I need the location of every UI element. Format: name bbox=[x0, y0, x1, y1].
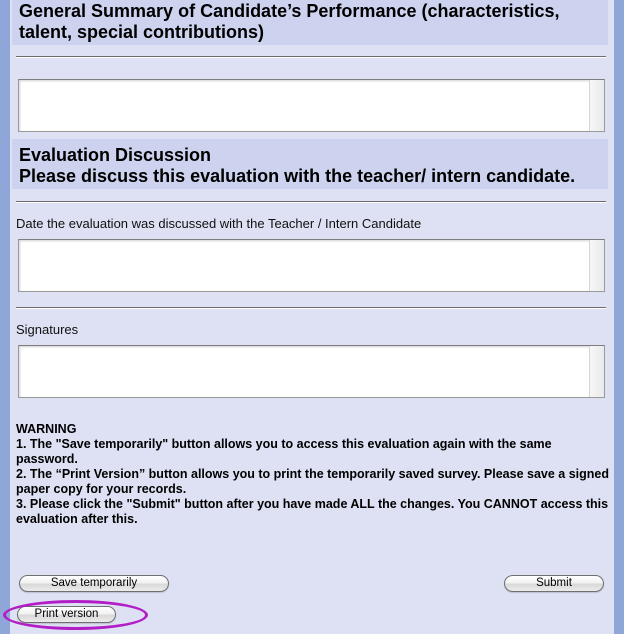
submit-button[interactable]: Submit bbox=[504, 575, 604, 592]
summary-textarea[interactable] bbox=[18, 79, 605, 132]
signatures-label: Signatures bbox=[16, 322, 79, 337]
discussion-heading bbox=[12, 139, 608, 189]
signatures-textarea[interactable] bbox=[18, 345, 605, 398]
date-label: Date the evaluation was discussed with the Teacher / Intern Candidate bbox=[16, 216, 422, 231]
date-textarea[interactable] bbox=[18, 239, 605, 292]
divider bbox=[16, 307, 606, 309]
warning-block bbox=[16, 422, 612, 527]
summary-heading bbox=[12, 0, 608, 45]
warning-item: 3. Please click the "Submit" button after you have made ALL the changes. You CANNOT access this evaluation after this. bbox=[16, 497, 609, 526]
textarea-scrollbar[interactable] bbox=[589, 346, 604, 397]
summary-heading-text: General Summary of Candidate’s Performance (characteristics, talent, special contributions) bbox=[19, 1, 560, 42]
warning-title: WARNING bbox=[16, 422, 77, 436]
discussion-instruction: Please discuss this evaluation with the teacher/ intern candidate. bbox=[19, 166, 576, 186]
print-version-button[interactable]: Print version bbox=[17, 606, 116, 623]
divider bbox=[16, 201, 606, 203]
textarea-scrollbar[interactable] bbox=[589, 240, 604, 291]
divider bbox=[16, 56, 606, 58]
warning-item: 1. The "Save temporarily" button allows you to access this evaluation again with the same password. bbox=[16, 437, 552, 466]
textarea-scrollbar[interactable] bbox=[589, 80, 604, 131]
save-temporarily-button[interactable]: Save temporarily bbox=[19, 575, 169, 592]
warning-item: 2. The “Print Version” button allows you to print the temporarily saved survey. Please save a signed paper copy for your records. bbox=[16, 467, 609, 496]
discussion-title: Evaluation Discussion bbox=[19, 145, 212, 165]
